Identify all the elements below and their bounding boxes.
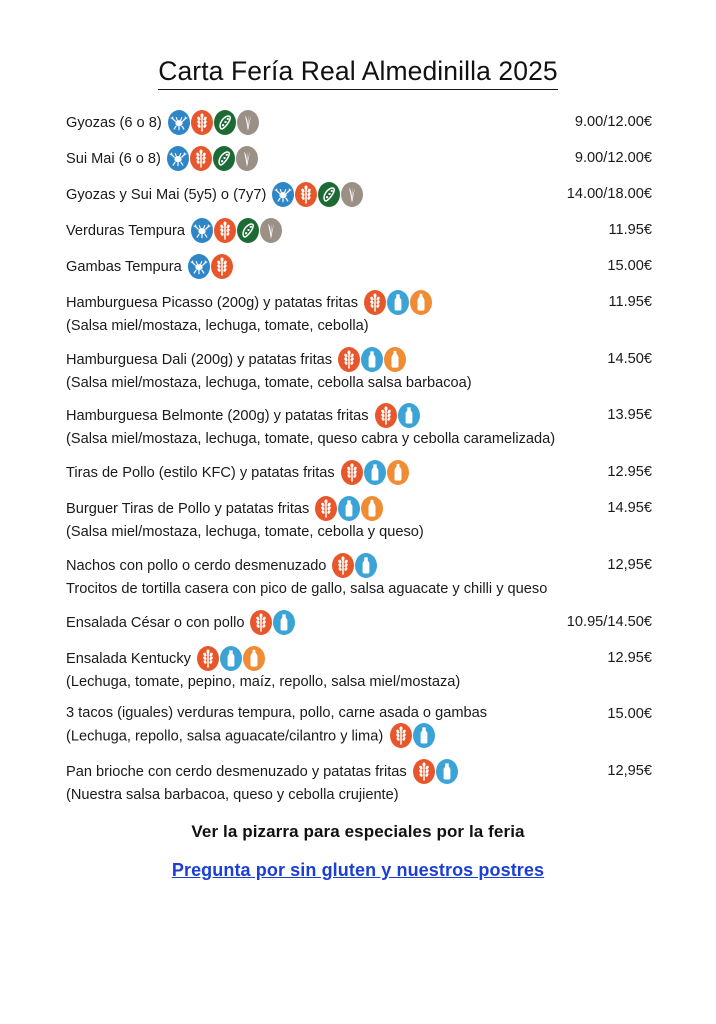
milk-allergen-icon [398, 403, 420, 428]
menu-item-description-line [66, 522, 593, 543]
page-title-text: Carta Fería Real Almedinilla 2025 [158, 56, 558, 90]
menu-item-left [66, 497, 593, 543]
menu-footer [58, 822, 658, 881]
menu-item-row [66, 291, 652, 337]
menu-item-description: (Lechuga, repollo, salsa aguacate/cilantro y lima) [66, 728, 384, 745]
celery-allergen-icon [341, 182, 363, 207]
allergen-icon-group [191, 218, 283, 243]
gluten-allergen-icon [191, 110, 213, 135]
allergen-icon-group [390, 723, 436, 748]
menu-item-row [66, 111, 652, 136]
menu-item-name: Ensalada Kentucky [66, 650, 191, 667]
menu-item-description-line [66, 785, 593, 806]
menu-item-row [66, 554, 652, 600]
milk-allergen-icon [364, 460, 386, 485]
menu-item-price: 15.00€ [607, 258, 652, 274]
allergen-icon-group [272, 182, 364, 207]
menu-item-main-line [66, 497, 593, 522]
menu-item-row [66, 647, 652, 693]
milk-allergen-icon [273, 610, 295, 635]
specials-note: Ver la pizarra para especiales por la feria [191, 821, 525, 841]
menu-item-left [66, 183, 553, 208]
gluten-allergen-icon [211, 254, 233, 279]
milk-allergen-icon [338, 496, 360, 521]
milk-allergen-icon [361, 347, 383, 372]
allergen-icon-group [332, 553, 378, 578]
allergen-icon-group [338, 347, 407, 372]
menu-item-name: Pan brioche con cerdo desmenuzado y patatas fritas [66, 764, 407, 781]
allergen-icon-group [168, 110, 260, 135]
menu-item-price: 12,95€ [607, 556, 652, 573]
milk-allergen-icon [355, 553, 377, 578]
menu-item-main-line [66, 554, 593, 579]
menu-item-description: (Salsa miel/mostaza, lechuga, tomate, cebolla) [66, 318, 369, 334]
menu-item-row [66, 703, 652, 749]
menu-item-price: 14.95€ [607, 500, 652, 517]
gluten-allergen-icon [197, 646, 219, 671]
menu-item-main-line [66, 647, 593, 672]
menu-item-name: Hamburguesa Picasso (200g) y patatas fritas [66, 295, 359, 312]
milk-allergen-icon [387, 290, 409, 315]
menu-item-left [66, 219, 594, 244]
allergen-icon-group [188, 254, 234, 279]
gluten-free-desserts-link[interactable]: Pregunta por sin gluten y nuestros postres [171, 859, 545, 880]
menu-item-price: 11.95€ [608, 222, 652, 238]
menu-item-name: Burguer Tiras de Pollo y patatas fritas [66, 501, 310, 518]
menu-item-name: Nachos con pollo o cerdo desmenuzado [66, 558, 327, 575]
menu-item-left [66, 291, 594, 337]
page-title [58, 56, 658, 93]
menu-item-price: 13.95€ [607, 407, 652, 424]
menu-item-main-line [66, 404, 593, 429]
menu-item-main-line [66, 291, 594, 316]
menu-item-left [66, 404, 593, 450]
menu-item-description-line [66, 429, 593, 450]
menu-item-row [66, 760, 652, 806]
menu-item-row [66, 255, 652, 280]
celery-allergen-icon [236, 146, 258, 171]
menu-item-left [66, 255, 593, 280]
allergen-icon-group [375, 403, 421, 428]
menu-item-price: 11.95€ [608, 294, 652, 310]
celery-allergen-icon [237, 110, 259, 135]
allergen-icon-group [413, 759, 459, 784]
menu-item-main-line [66, 461, 593, 486]
menu-item-price: 12.95€ [607, 649, 652, 666]
menu-item-description: (Salsa miel/mostaza, lechuga, tomate, cebolla salsa barbacoa) [66, 374, 472, 391]
menu-item-main-line [66, 111, 561, 136]
menu-item-row [66, 497, 652, 543]
allergen-icon-group [197, 646, 266, 671]
gluten-allergen-icon [375, 403, 397, 428]
mustard-allergen-icon [361, 496, 383, 521]
menu-item-row [66, 461, 652, 486]
menu-item-left [66, 647, 593, 693]
gluten-allergen-icon [315, 496, 337, 521]
menu-item-main-line [66, 147, 561, 172]
menu-item-description-line [66, 724, 593, 749]
mustard-allergen-icon [384, 347, 406, 372]
menu-item-row [66, 147, 652, 172]
menu-item-main-line [66, 255, 593, 280]
menu-item-name: Verduras Tempura [66, 223, 185, 240]
menu-item-row [66, 348, 652, 394]
menu-item-main-line [66, 183, 553, 208]
menu-item-description: (Salsa miel/mostaza, lechuga, tomate, queso cabra y cebolla caramelizada) [66, 431, 556, 448]
crustacean-allergen-icon [272, 182, 294, 207]
menu-item-name: Gambas Tempura [66, 259, 182, 276]
crustacean-allergen-icon [188, 254, 210, 279]
gluten-allergen-icon [338, 347, 360, 372]
gluten-allergen-icon [413, 759, 435, 784]
menu-item-price: 10.95/14.50€ [566, 613, 652, 630]
menu-item-name: Hamburguesa Belmonte (200g) y patatas fritas [66, 408, 369, 425]
crustacean-allergen-icon [168, 110, 190, 135]
soy-allergen-icon [213, 146, 235, 171]
menu-item-left [66, 611, 553, 636]
menu-item-main-line [66, 760, 593, 785]
menu-item-row [66, 219, 652, 244]
menu-item-name: Tiras de Pollo (estilo KFC) y patatas fritas [66, 465, 335, 482]
mustard-allergen-icon [387, 460, 409, 485]
menu-item-main-line [66, 611, 553, 636]
menu-item-price: 14.50€ [607, 350, 652, 367]
menu-item-price: 9.00/12.00€ [574, 114, 652, 130]
menu-item-price: 12.95€ [607, 464, 652, 481]
gluten-allergen-icon [190, 146, 212, 171]
crustacean-allergen-icon [191, 218, 213, 243]
gluten-allergen-icon [250, 610, 272, 635]
menu-item-price: 12,95€ [607, 763, 652, 780]
milk-allergen-icon [220, 646, 242, 671]
menu-item-left [66, 554, 593, 600]
milk-allergen-icon [436, 759, 458, 784]
menu-item-description-line [66, 316, 594, 337]
menu-item-left [66, 461, 593, 486]
allergen-icon-group [341, 460, 410, 485]
soy-allergen-icon [214, 110, 236, 135]
mustard-allergen-icon [243, 646, 265, 671]
menu-item-left [66, 348, 593, 394]
soy-allergen-icon [237, 218, 259, 243]
menu-item-price: 9.00/12.00€ [574, 150, 652, 166]
menu-item-main-line [66, 703, 593, 724]
soy-allergen-icon [318, 182, 340, 207]
menu-item-name: Ensalada César o con pollo [66, 614, 245, 631]
menu-item-left [66, 703, 593, 749]
menu-item-description-line [66, 373, 593, 394]
menu-item-left [66, 760, 593, 806]
menu-item-name: Sui Mai (6 o 8) [66, 151, 161, 168]
menu-item-description-line [66, 672, 593, 693]
milk-allergen-icon [413, 723, 435, 748]
menu-item-left [66, 111, 561, 136]
gluten-allergen-icon [214, 218, 236, 243]
allergen-icon-group [315, 496, 384, 521]
menu-item-description: (Lechuga, tomate, pepino, maíz, repollo, salsa miel/mostaza) [66, 673, 461, 690]
menu-item-price: 14.00/18.00€ [566, 186, 652, 202]
gluten-allergen-icon [295, 182, 317, 207]
menu-item-name: 3 tacos (iguales) verduras tempura, pollo, carne asada o gambas [66, 705, 488, 722]
menu-item-row [66, 404, 652, 450]
menu-item-list [58, 111, 658, 806]
menu-item-price: 15.00€ [607, 706, 652, 723]
menu-item-description-line [66, 579, 593, 600]
menu-item-description: Trocitos de tortilla casera con pico de gallo, salsa aguacate y chilli y queso [66, 580, 548, 597]
menu-item-description: (Salsa miel/mostaza, lechuga, tomate, cebolla y queso) [66, 524, 424, 541]
mustard-allergen-icon [410, 290, 432, 315]
menu-item-left [66, 147, 561, 172]
menu-item-row [66, 183, 652, 208]
menu-item-description: (Nuestra salsa barbacoa, queso y cebolla crujiente) [66, 787, 399, 804]
allergen-icon-group [364, 290, 433, 315]
gluten-allergen-icon [341, 460, 363, 485]
menu-item-row [66, 611, 652, 636]
menu-item-name: Gyozas y Sui Mai (5y5) o (7y7) [66, 187, 267, 204]
celery-allergen-icon [260, 218, 282, 243]
menu-item-main-line [66, 348, 593, 373]
gluten-allergen-icon [332, 553, 354, 578]
menu-item-main-line [66, 219, 594, 244]
allergen-icon-group [167, 146, 259, 171]
allergen-icon-group [250, 610, 296, 635]
gluten-allergen-icon [364, 290, 386, 315]
menu-item-name: Gyozas (6 o 8) [66, 115, 162, 132]
menu-item-name: Hamburguesa Dali (200g) y patatas fritas [66, 351, 333, 368]
gluten-allergen-icon [390, 723, 412, 748]
crustacean-allergen-icon [167, 146, 189, 171]
